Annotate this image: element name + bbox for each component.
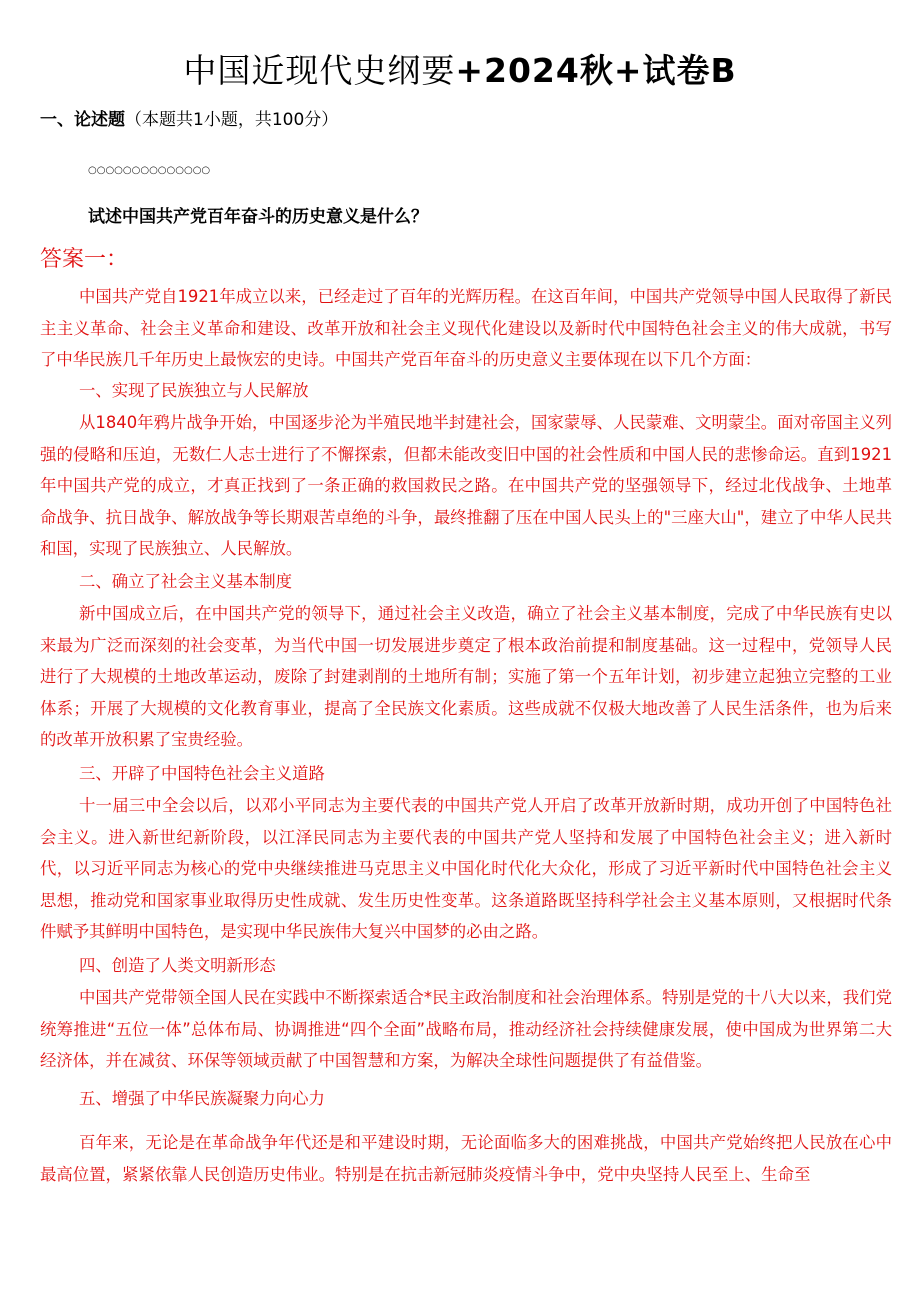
section-header [40, 108, 338, 132]
heading-1: 一、实现了民族独立与人民解放 [79, 381, 309, 400]
heading-3: 三、开辟了中国特色社会主义道路 [79, 764, 325, 783]
title-main: 中国近现代史纲要 [183, 51, 456, 90]
paragraph-1: 从1840年鸦片战争开始，中国逐步沦为半殖民地半封建社会，国家蒙辱、人民蒙难、文明蒙尘。面对帝国主义列强的侵略和压迫，无数仁人志士进行了不懈探索，但都未能改变旧中国的社会性质和中国人民的悲惨命运。直到1921年中国共产党的成立，才真正找到了一条正确的救国救民之路。在中国共产党的坚强领导下，经过北伐战争、土地革命战争、抗日战争、解放战争等长期艰苦卓绝的斗争，最终推翻了压在中国人民头上的"三座大山"，建立了中华人民共和国，实现了民族独立、人民解放。 [40, 413, 892, 558]
section-note: （本题共1小题，共100分） [125, 110, 339, 130]
section-label: 一、论述题 [40, 110, 125, 130]
heading-5: 五、增强了中华民族凝聚力向心力 [79, 1089, 325, 1108]
title-suffix: +2024秋+试卷B [455, 51, 737, 90]
answer-heading: 答案一： [40, 247, 129, 272]
paragraph-4: 中国共产党带领全国人民在实践中不断探索适合*民主政治制度和社会治理体系。特别是党的十八大以来，我们党统筹推进“五位一体”总体布局、协调推进“四个全面”战略布局，推动经济社会持续健康发展，使中国成为世界第二大经济体，并在减贫、环保等领域贡献了中国智慧和方案，为解决全球性问题提供了有益借鉴。 [40, 988, 892, 1070]
heading-2: 二、确立了社会主义基本制度 [79, 572, 293, 591]
question-text: 试述中国共产党百年奋斗的历史意义是什么？ [88, 207, 428, 227]
circle-marks: ○○○○○○○○○○○○○○ [88, 165, 211, 176]
heading-4: 四、创造了人类文明新形态 [79, 956, 276, 975]
page-title [0, 50, 920, 92]
paragraph-3: 十一届三中全会以后，以邓小平同志为主要代表的中国共产党人开启了改革开放新时期，成功开创了中国特色社会主义。进入新世纪新阶段，以江泽民同志为主要代表的中国共产党人坚持和发展了中国特色社会主义；进入新时代，以习近平同志为核心的党中央继续推进马克思主义中国化时代化大众化，形成了习近平新时代中国特色社会主义思想，推动党和国家事业取得历史性成就、发生历史性变革。这条道路既坚持科学社会主义基本原则，又根据时代条件赋予其鲜明中国特色，是实现中华民族伟大复兴中国梦的必由之路。 [40, 796, 892, 941]
intro-paragraph: 中国共产党自1921年成立以来，已经走过了百年的光辉历程。在这百年间，中国共产党领导中国人民取得了新民主主义革命、社会主义革命和建设、改革开放和社会主义现代化建设以及新时代中国特色社会主义的伟大成就，书写了中华民族几千年历史上最恢宏的史诗。中国共产党百年奋斗的历史意义主要体现在以下几个方面： [40, 287, 892, 369]
paragraph-5: 百年来，无论是在革命战争年代还是和平建设时期，无论面临多大的困难挑战，中国共产党始终把人民放在心中最高位置，紧紧依靠人民创造历史伟业。特别是在抗击新冠肺炎疫情斗争中，党中央坚持人民至上、生命至 [40, 1133, 892, 1184]
paragraph-2: 新中国成立后，在中国共产党的领导下，通过社会主义改造，确立了社会主义基本制度，完成了中华民族有史以来最为广泛而深刻的社会变革，为当代中国一切发展进步奠定了根本政治前提和制度基础。这一过程中，党领导人民进行了大规模的土地改革运动，废除了封建剥削的土地所有制；实施了第一个五年计划，初步建立起独立完整的工业体系；开展了大规模的文化教育事业，提高了全民族文化素质。这些成就不仅极大地改善了人民生活条件，也为后来的改革开放积累了宝贵经验。 [40, 604, 892, 749]
